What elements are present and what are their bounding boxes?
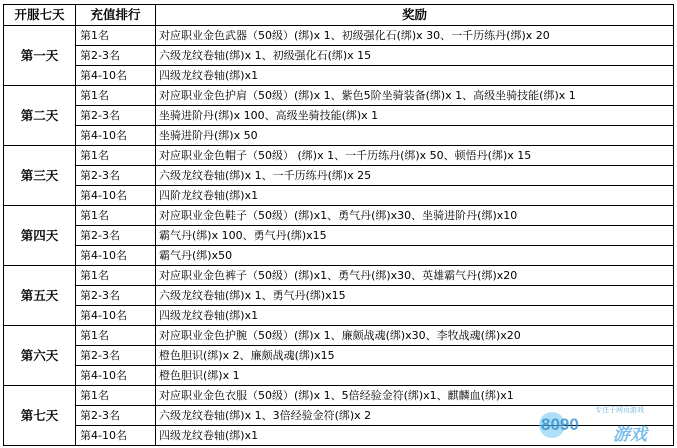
reward-cell: 对应职业金色武器（50级）(绑)x 1、初级强化石(绑)x 30、一千历练丹(绑)x 20 [156,26,674,46]
reward-cell: 对应职业金色护肩（50级）(绑)x 1、紫色5阶坐骑装备(绑)x 1、高级坐骑技能(绑)x 1 [156,86,674,106]
rank-cell: 第1名 [76,86,156,106]
reward-cell: 对应职业金色护腕（50级）(绑)x 1、廉颇战魂(绑)x30、李牧战魂(绑)x20 [156,326,674,346]
rank-cell: 第1名 [76,146,156,166]
rank-cell: 第4-10名 [76,66,156,86]
table-row [4,326,674,346]
day-label: 第五天 [4,266,76,326]
reward-cell: 六级龙纹卷轴(绑)x 1、勇气丹(绑)x15 [156,286,674,306]
table-row [4,66,674,86]
table-row [4,286,674,306]
day-label: 第六天 [4,326,76,386]
rank-cell: 第1名 [76,26,156,46]
rank-cell: 第2-3名 [76,346,156,366]
rank-cell: 第2-3名 [76,286,156,306]
reward-cell: 四级龙纹卷轴(绑)x1 [156,306,674,326]
reward-cell: 对应职业金色衣服（50级）(绑)x 1、5倍经验金符(绑)x1、麒麟血(绑)x1 [156,386,674,406]
day-label: 第七天 [4,386,76,446]
reward-cell: 坐骑进阶丹(绑)x 50 [156,126,674,146]
table-row [4,246,674,266]
header-day: 开服七天 [4,5,76,26]
reward-cell: 四级龙纹卷轴(绑)x1 [156,426,674,446]
rank-cell: 第4-10名 [76,306,156,326]
table-row [4,86,674,106]
table-row [4,306,674,326]
header-rank: 充值排行 [76,5,156,26]
table-row [4,166,674,186]
reward-cell: 坐骑进阶丹(绑)x 100、高级坐骑技能(绑)x 1 [156,106,674,126]
rank-cell: 第2-3名 [76,106,156,126]
table-row [4,146,674,166]
reward-cell: 对应职业金色裤子（50级）(绑)x1、勇气丹(绑)x30、英雄霸气丹(绑)x20 [156,266,674,286]
reward-cell: 对应职业金色帽子（50级） (绑)x 1、一千历练丹(绑)x 50、顿悟丹(绑)x 15 [156,146,674,166]
rank-cell: 第2-3名 [76,46,156,66]
rank-cell: 第2-3名 [76,166,156,186]
table-row [4,186,674,206]
header-reward: 奖励 [156,5,674,26]
reward-cell: 对应职业金色鞋子（50级）(绑)x1、勇气丹(绑)x30、坐骑进阶丹(绑)x10 [156,206,674,226]
reward-cell: 四阶龙纹卷轴(绑)x1 [156,186,674,206]
table-row [4,206,674,226]
rank-cell: 第2-3名 [76,406,156,426]
table-row [4,46,674,66]
rank-cell: 第1名 [76,266,156,286]
reward-cell: 六级龙纹卷轴(绑)x 1、初级强化石(绑)x 15 [156,46,674,66]
table-row [4,106,674,126]
table-row [4,266,674,286]
rank-cell: 第4-10名 [76,246,156,266]
day-label: 第一天 [4,26,76,86]
table-row [4,26,674,46]
reward-cell: 四级龙纹卷轴(绑)x1 [156,66,674,86]
watermark-logo-text: 8090 [541,415,579,434]
reward-cell: 橙色胆识(绑)x 2、廉颇战魂(绑)x15 [156,346,674,366]
rank-cell: 第4-10名 [76,426,156,446]
day-label: 第二天 [4,86,76,146]
site-watermark-logo [535,400,673,446]
rank-cell: 第1名 [76,206,156,226]
reward-cell: 霸气丹(绑)x50 [156,246,674,266]
rank-cell: 第1名 [76,326,156,346]
rank-cell: 第4-10名 [76,186,156,206]
reward-cell: 六级龙纹卷轴(绑)x 1、一千历练丹(绑)x 25 [156,166,674,186]
watermark-tagline: 专注于网页游戏 [595,406,644,414]
watermark-sub: 游戏 [613,425,647,445]
reward-cell: 霸气丹(绑)x 100、勇气丹(绑)x15 [156,226,674,246]
rank-cell: 第4-10名 [76,126,156,146]
day-label: 第四天 [4,206,76,266]
table-row [4,366,674,386]
table-row [4,346,674,366]
reward-cell: 橙色胆识(绑)x 1 [156,366,674,386]
table-row [4,226,674,246]
reward-table [3,4,674,446]
rank-cell: 第2-3名 [76,226,156,246]
table-row [4,126,674,146]
header-row [4,5,674,26]
rank-cell: 第1名 [76,386,156,406]
rank-cell: 第4-10名 [76,366,156,386]
reward-cell: 六级龙纹卷轴(绑)x 1、3倍经验金符(绑)x 2 [156,406,674,426]
day-label: 第三天 [4,146,76,206]
